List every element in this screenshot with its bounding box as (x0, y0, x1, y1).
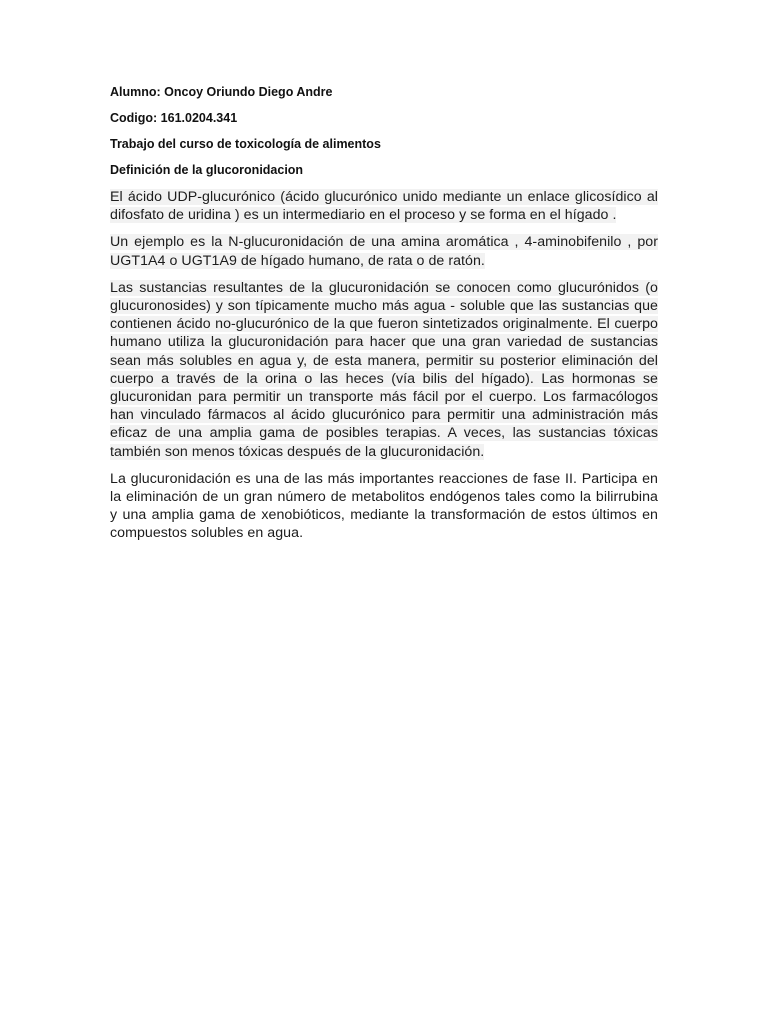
topic-heading: Definición de la glucoronidacion (110, 163, 304, 177)
body-paragraph-3-text: Las sustancias resultantes de la glucuronidación se conocen como glucurónidos (o glucuronosides) y son típicamente mucho más agua - soluble que las sustancias que contienen ácido no-glucurónico de la que fueron sintetizados originalmente. El cuerpo humano utiliza la glucuronidación para hacer que una gran variedad de sustancias sean más solubles en agua y, de esta manera, permitir su posterior eliminación del cuerpo a través de la orina o las heces (vía bilis del hígado). Las hormonas se glucuronidan para permitir un transporte más fácil por el cuerpo. Los farmacólogos han vinculado fármacos al ácido glucurónico para permitir una administración más eficaz de una amplia gama de posibles terapias. A veces, las sustancias tóxicas también son menos tóxicas después de la glucuronidación. (110, 279, 658, 460)
body-paragraph-1 (110, 188, 658, 224)
body-paragraph-4 (110, 470, 658, 543)
body-paragraph-2 (110, 233, 658, 269)
body-paragraph-2-text: Un ejemplo es la N-glucuronidación de una amina aromática , 4-aminobifenilo , por UGT1A4 o UGT1A9 de hígado humano, de rata o de ratón. (110, 234, 658, 269)
student-name: Alumno: Oncoy Oriundo Diego Andre (110, 85, 333, 99)
student-code: Codigo: 161.0204.341 (110, 111, 238, 125)
document-page (110, 84, 658, 552)
course-title: Trabajo del curso de toxicología de alimentos (110, 137, 381, 151)
body-paragraph-3 (110, 279, 658, 461)
body-paragraph-4-text: La glucuronidación es una de las más importantes reacciones de fase II. Participa en la eliminación de un gran número de metabolitos endógenos tales como la bilirrubina y una amplia gama de xenobióticos, mediante la transformación de estos últimos en compuestos solubles en agua. (110, 470, 658, 542)
body-paragraph-1-text: El ácido UDP-glucurónico (ácido glucurónico unido mediante un enlace glicosídico al difosfato de uridina ) es un intermediario en el proceso y se forma en el hígado . (110, 189, 658, 224)
